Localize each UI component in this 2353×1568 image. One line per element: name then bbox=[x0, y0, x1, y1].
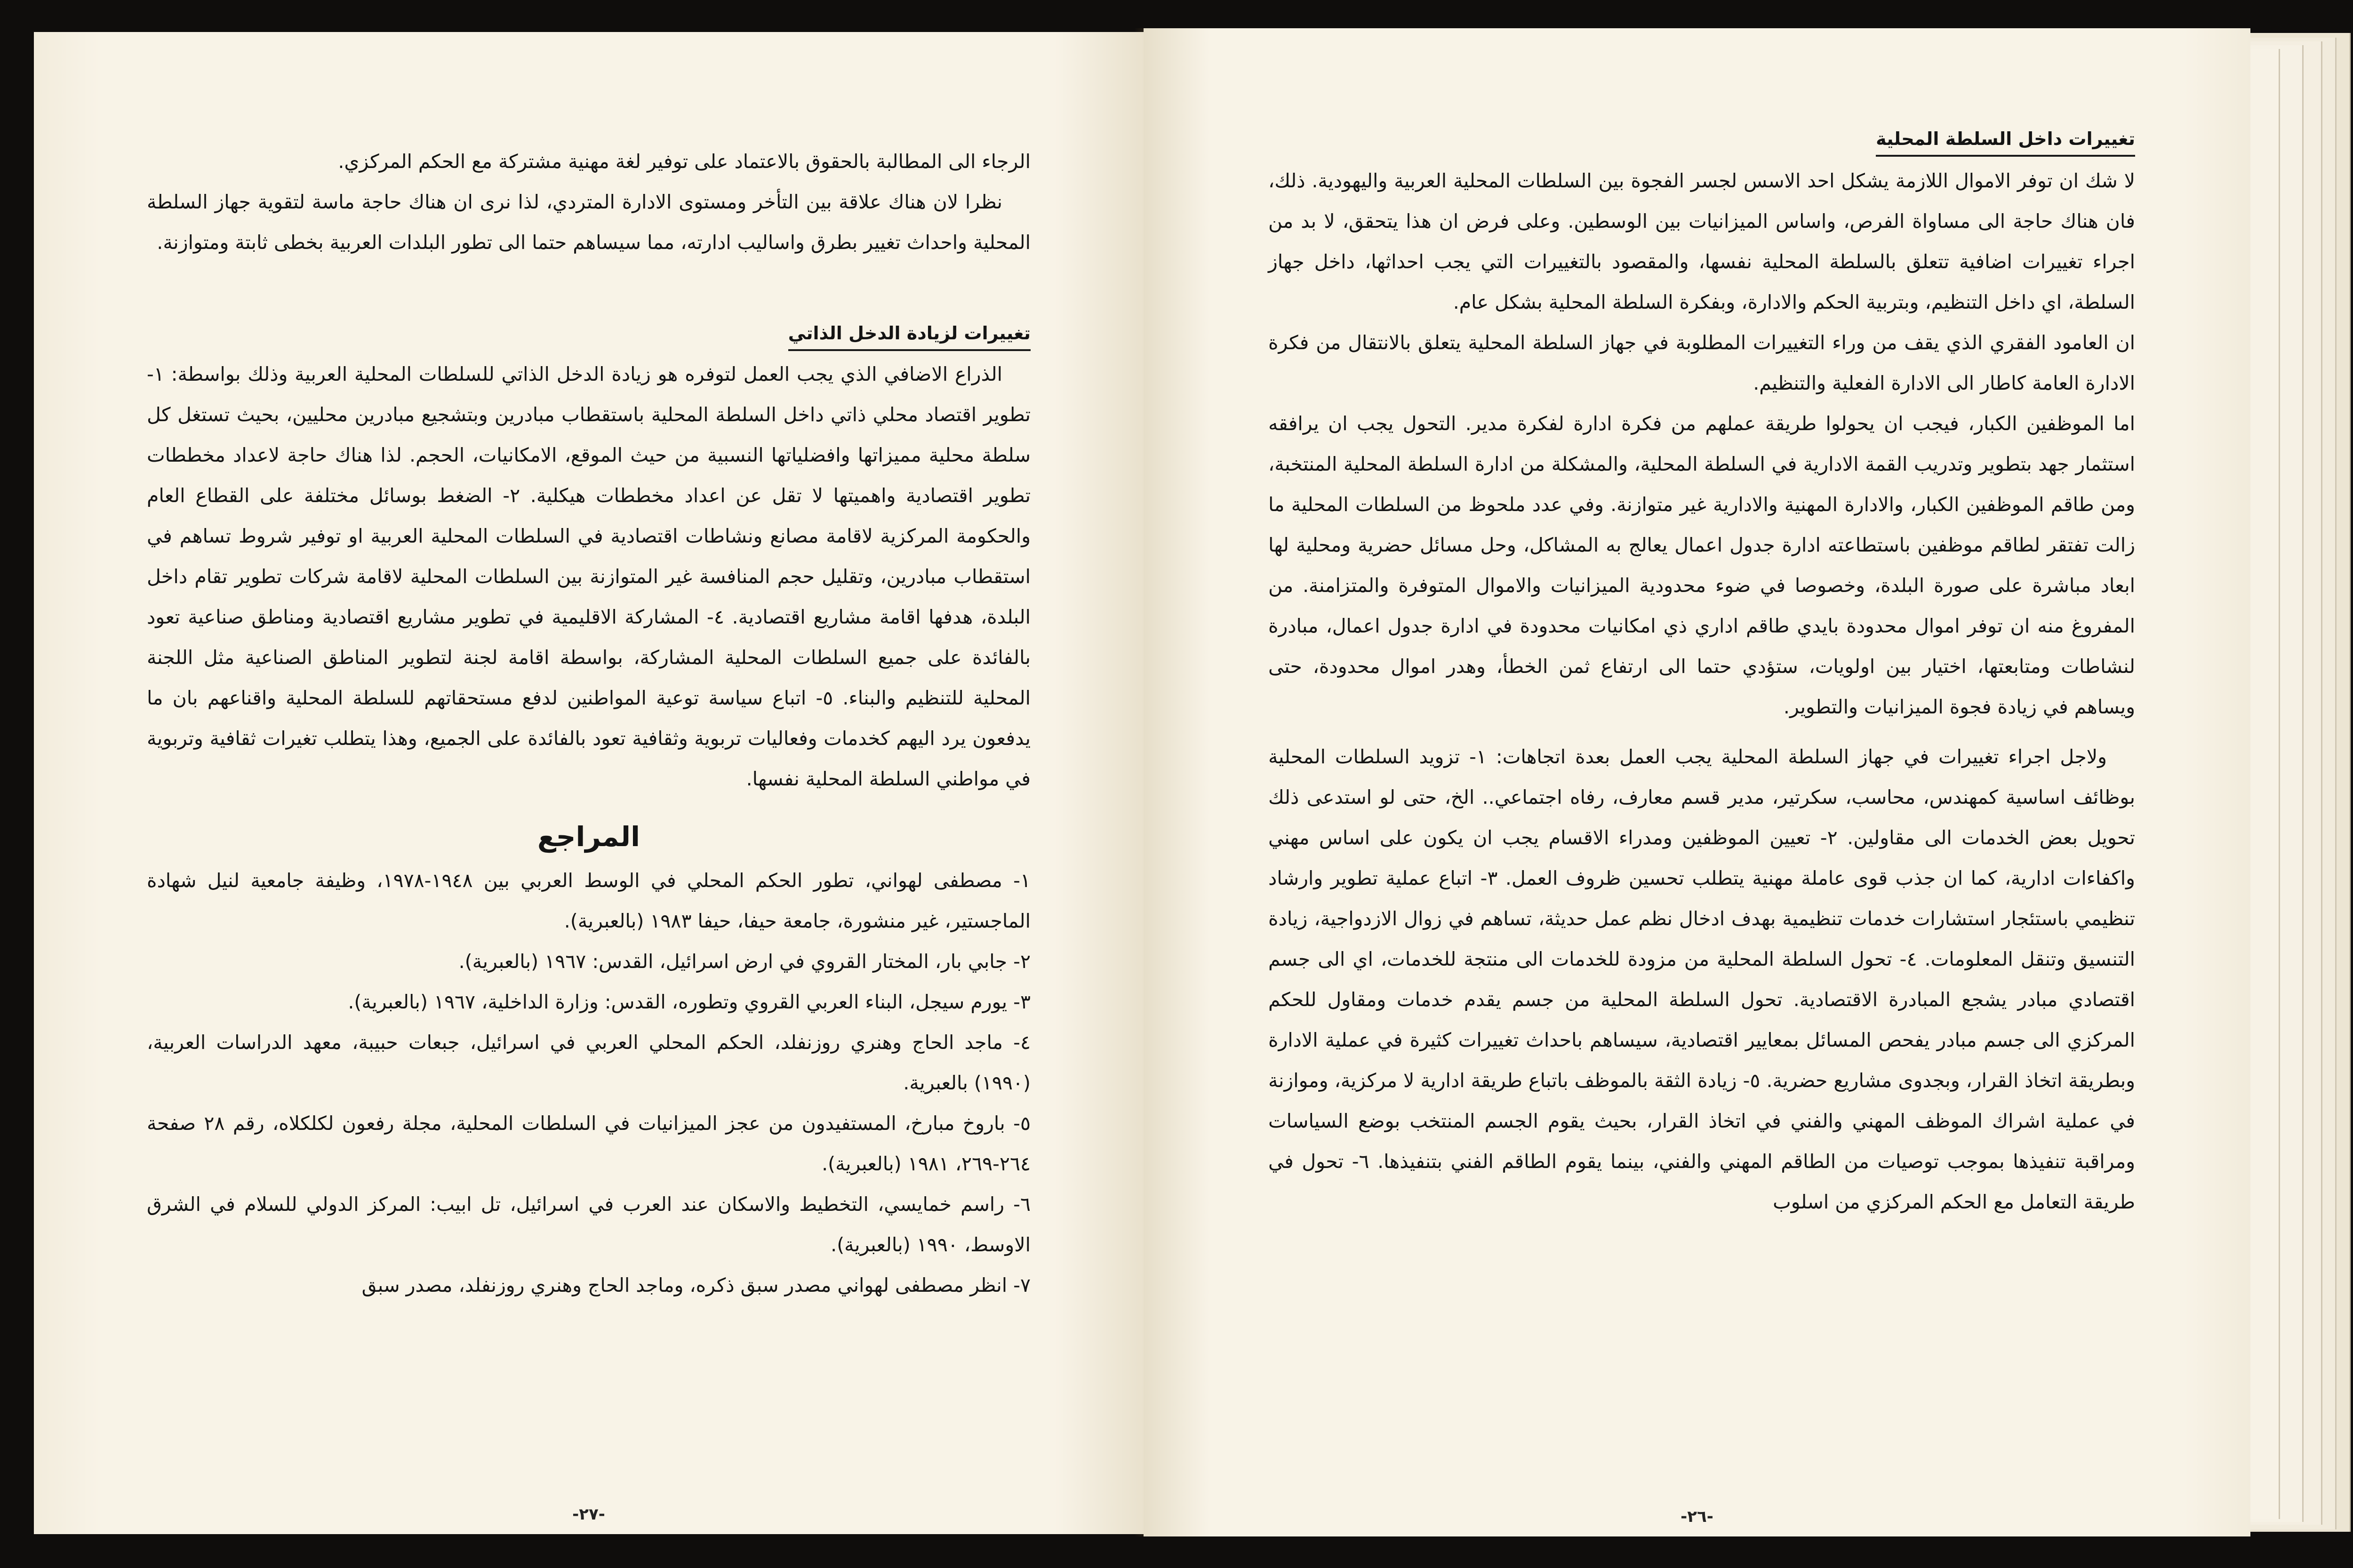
reference-item: ٢- جابي بار، المختار القروي في ارض اسرائيل، القدس: ١٩٦٧ (بالعبرية). bbox=[458, 950, 1031, 973]
references-title: المراجع bbox=[537, 821, 640, 853]
page-edge bbox=[2250, 49, 2280, 1519]
stacked-page-edges bbox=[2250, 33, 2353, 1532]
reference-item: ٦- راسم خمايسي، التخطيط والاسكان عند العرب في اسرائيل، تل ابيب: المركز الدولي للسلام في الشرق الاوسط، ١٩٩٠ (بالعبرية). bbox=[147, 1193, 1031, 1256]
right-section-heading-wrap bbox=[1268, 125, 2135, 157]
section-heading-self-income: تغييرات لزيادة الدخل الذاتي bbox=[788, 319, 1031, 351]
right-page-text bbox=[1268, 28, 2135, 1536]
right-paragraph-4: ولاجل اجراء تغييرات في جهاز السلطة المحلية يجب العمل بعدة اتجاهات: ١- تزويد السلطات المحلية بوظائف اساسية كمهندس، محاسب، سكرتير، مدير قسم معارف، رفاه اجتماعي.. الخ، حتى لو استدعى ذلك تحويل بعض الخدمات الى مقاولين. ٢- تعيين الموظفين ومدراء الاقسام يجب ان يكون على اساس مهني واكفاءات ادارية، كما ان جذب قوى عاملة مهنية يتطلب تحسين ظروف العمل. ٣- اتباع عملية تطوير وارشاد تنظيمي باستئجار استشارات خدمات تنظيمية بهدف ادخال نظم عمل حديثة، تساهم في زوال الازدواجية، زيادة التنسيق وتنقل المعلومات. ٤- تحول السلطة المحلية من مزودة للخدمات الى منتجة للخدمات، اي الى جسم اقتصادي مبادر يشجع المبادرة الاقتصادية. تحول السلطة المحلية من جسم يقدم خدمات ومقاول للحكم المركزي الى جسم مبادر يفحص المسائل بمعايير اقتصادية، سيساهم باحداث تغييرات كثيرة في عملية الادارة وبطريقة اتخاذ القرار، وبجدوى مشاريع حضرية. ٥- زيادة الثقة بالموظف باتباع طريقة ادارية لا مركزية، وموازنة في عملية اشراك الموظف المهني والفني في اتخاذ القرار، بحيث يقوم الجسم المنتخب بوضع السياسات ومراقبة تنفيذها بموجب توصيات من الطاقم المهني والفني، بينما يقوم الطاقم الفني بتنفيذها. ٦- تحول في طريقة التعامل مع الحكم المركزي من اسلوب bbox=[1268, 745, 2136, 1213]
left-section-heading-wrap bbox=[147, 319, 1031, 351]
reference-item: ١- مصطفى لهواني، تطور الحكم المحلي في الوسط العربي بين ١٩٤٨-١٩٧٨، وظيفة جامعية لنيل شهادة الماجستير، غير منشورة، جامعة حيفا، حيفا ١٩٨٣ (بالعبرية). bbox=[147, 869, 1031, 932]
right-paragraph-2: ان العامود الفقري الذي يقف من وراء التغييرات المطلوبة في جهاز السلطة المحلية يتعلق بالانتقال من فكرة الادارة العامة كاطار الى الادارة الفعلية والتنظيم. bbox=[1268, 331, 2135, 394]
reference-item: ٧- انظر مصطفى لهواني مصدر سبق ذكره، وماجد الحاج وهنري روزنفلد، مصدر سبق bbox=[361, 1274, 1031, 1296]
section-heading-internal-changes: تغييرات داخل السلطة المحلية bbox=[1876, 125, 2135, 157]
reference-item: ٤- ماجد الحاج وهنري روزنفلد، الحكم المحلي العربي في اسرائيل، جبعات حبيبة، معهد الدراسات العربية، (١٩٩٠) بالعبرية. bbox=[147, 1031, 1031, 1094]
reference-item: ٥- باروخ مبارخ، المستفيدون من عجز الميزانيات في السلطات المحلية، مجلة رفعون لكلكلاه، رقم ٢٨ صفحة ٢٦٤-٢٦٩، ١٩٨١ (بالعبرية). bbox=[147, 1112, 1031, 1175]
right-paragraph-3: اما الموظفين الكبار، فيجب ان يحولوا طريقة عملهم من فكرة ادارة لفكرة مدير. التحول يجب ان يرافقه استثمار جهد بتطوير وتدريب القمة الادارية في السلطة المحلية، والمشكلة من ادارة السلطة المحلية المنتخبة، ومن طاقم الموظفين الكبار، والادارة المهنية والادارية غير متوازنة. وفي عدد ملحوظ من السلطات المحلية ما زالت تفتقر لطاقم موظفين باستطاعته ادارة جدول اعمال يعالج به المشاكل، وحل مسائل حضرية ومحلية لها ابعاد مباشرة على صورة البلدة، وخصوصا في ضوء محدودية الميزانيات والاموال المتوفرة والمتزامنة. من المفروغ منه ان توفر اموال محدودة بايدي طاقم اداري ذي امكانيات محدودة في ادارة جدول اعمال، مبادرة لنشاطات ومتابعتها، اختيار بين اولويات، ستؤدي حتما الى ارتفاع ثمن الخطأ، وهدر اموال محدودة، حتى ويساهم في زيادة فجوة الميزانيات والتطوير. bbox=[1268, 412, 2135, 718]
page-number-right: -٢٦- bbox=[1681, 1507, 1713, 1526]
left-intro-paragraph-1: الرجاء الى المطالبة بالحقوق بالاعتماد على توفير لغة مهنية مشتركة مع الحكم المركزي. bbox=[338, 150, 1031, 173]
left-page bbox=[34, 32, 1144, 1534]
left-page-text bbox=[147, 32, 1031, 1534]
right-paragraph-1: لا شك ان توفر الاموال اللازمة يشكل احد الاسس لجسر الفجوة بين السلطات المحلية العربية واليهودية. ذلك، فان هناك حاجة الى مساواة الفرص، واساس الميزانيات بين الوسطين. وعلى فرض ان هذا يتحقق، لا بد من اجراء تغييرات اضافية تتعلق بالسلطة المحلية نفسها، والمقصود بالتغييرات التي يجب احداثها، داخل جهاز السلطة، اي داخل التنظيم، وبتربية الحكم والادارة، وبفكرة السلطة المحلية بشكل عام. bbox=[1268, 169, 2135, 313]
self-income-paragraph: الذراع الاضافي الذي يجب العمل لتوفره هو زيادة الدخل الذاتي للسلطات المحلية العربية وذلك بواسطة: ١- تطوير اقتصاد محلي ذاتي داخل السلطة المحلية باستقطاب مبادرين وبتشجيع مبادرين محليين، بحيث تستغل كل سلطة محلية مميزاتها وافضلياتها النسبية من حيث الموقع، الامكانيات، الحجم. لذا هناك حاجة لاعداد مخططات تطوير اقتصادية واهميتها لا تقل عن اعداد مخططات هيكلية. ٢- الضغط بوسائل مختلفة على القطاع العام والحكومة المركزية لاقامة مصانع ونشاطات اقتصادية في السلطات المحلية العربية او توفير شروط تساهم في استقطاب مبادرين، وتقليل حجم المنافسة غير المتوازنة بين السلطات المحلية لاقامة شركات تطوير تقام داخل البلدة، هدفها اقامة مشاريع اقتصادية. ٤- المشاركة الاقليمية في تطوير مشاريع اقتصادية ومناطق صناعية تعود بالفائدة على جميع السلطات المحلية المشاركة، بواسطة اقامة لجنة لتطوير المناطق الصناعية مثل اللجنة المحلية للتنظيم والبناء. ٥- اتباع سياسة توعية المواطنين لدفع مستحقاتهم للسلطة المحلية واقناعهم بان ما يدفعون يرد اليهم كخدمات وفعاليات تربوية وثقافية تعود بالفائدة على الجميع، وهذا يتطلب تغيرات ثقافية وتربوية في مواطني السلطة المحلية نفسها. bbox=[147, 363, 1031, 790]
references-list bbox=[147, 860, 1031, 1305]
left-intro-paragraph-2: نظرا لان هناك علاقة بين التأخر ومستوى الادارة المتردي، لذا نرى ان هناك حاجة ماسة لتقوية جهاز السلطة المحلية واحداث تغيير بطرق واساليب ادارته، مما سيساهم حتما الى تطور البلدات العربية بخطى ثابتة ومتوازنة. bbox=[147, 191, 1031, 254]
page-number-left: -٢٧- bbox=[572, 1505, 605, 1524]
reference-item: ٣- يورم سيجل، البناء العربي القروي وتطوره، القدس: وزارة الداخلية، ١٩٦٧ (بالعبرية). bbox=[348, 991, 1031, 1013]
right-page bbox=[1144, 28, 2250, 1536]
